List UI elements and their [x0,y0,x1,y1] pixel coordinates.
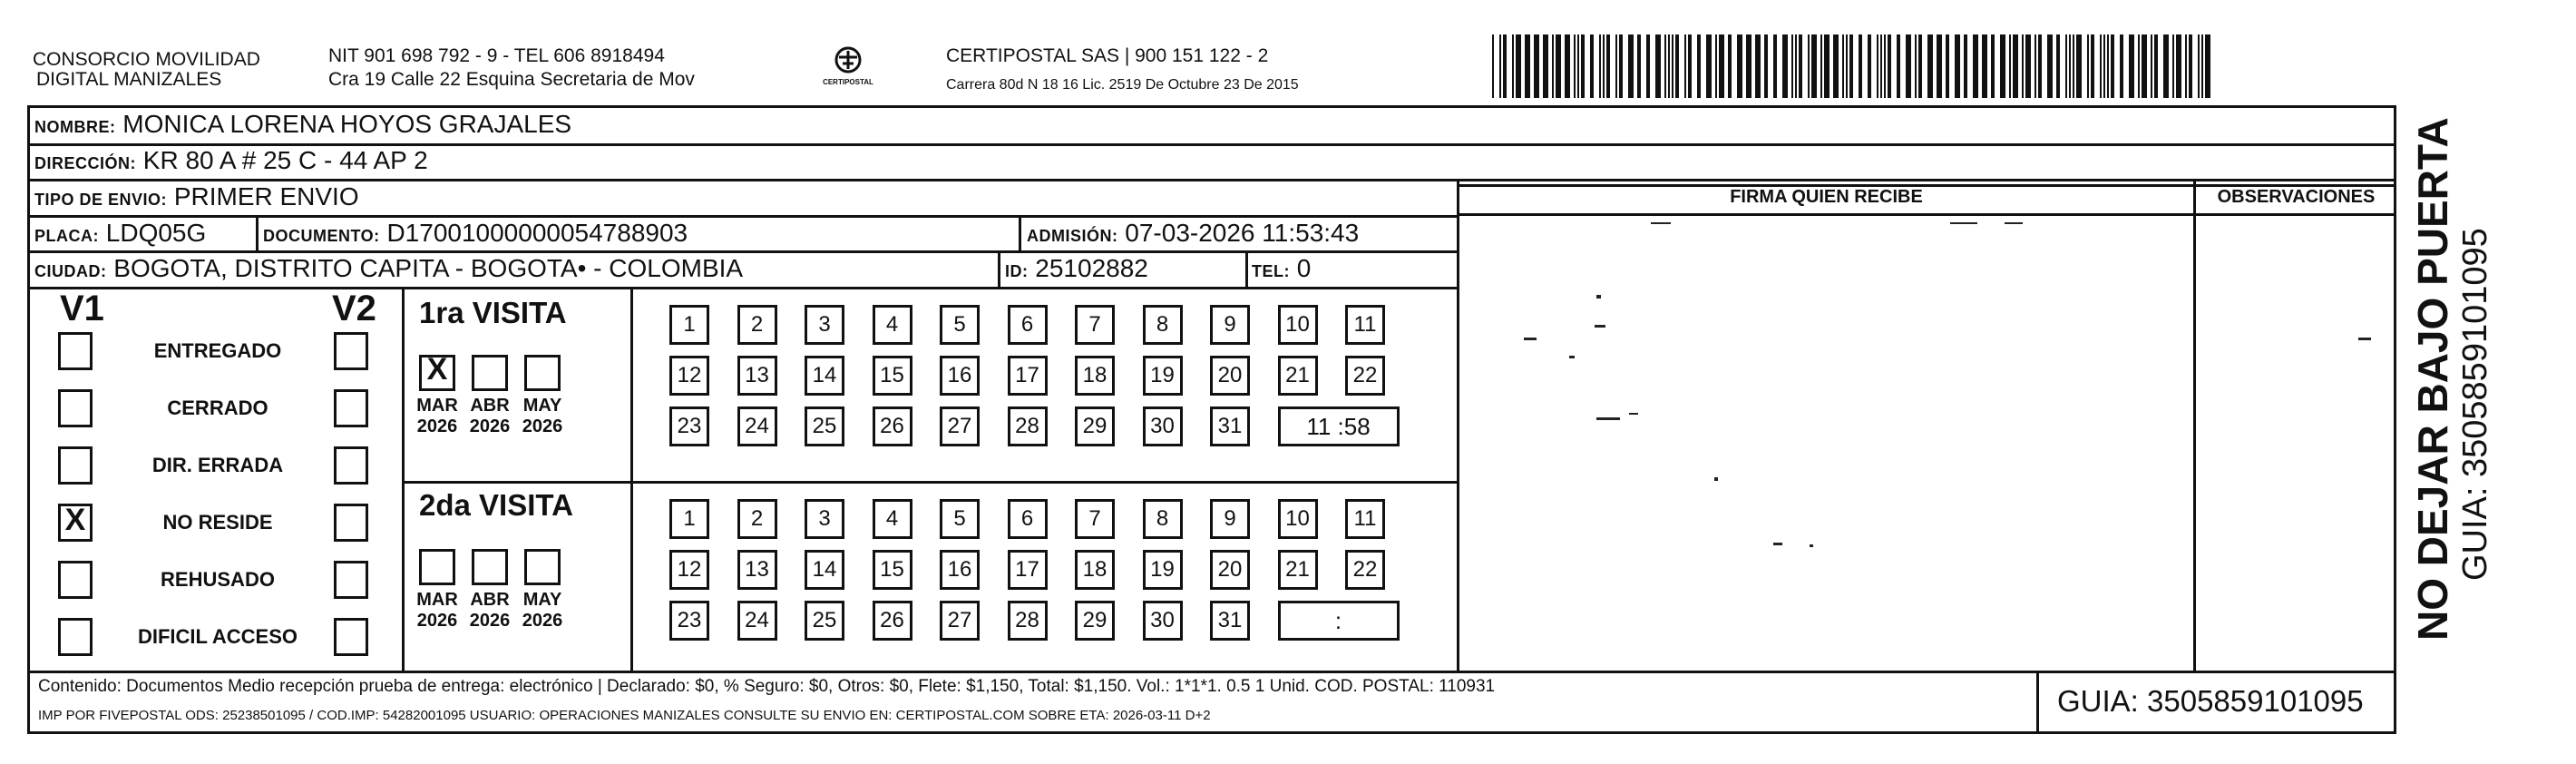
no-under-door-warning: NO DEJAR BAJO PUERTA [2409,117,2456,641]
barcode-bar [2056,34,2060,98]
year-label: 2026 [469,611,511,631]
barcode-bar [1799,34,1802,98]
day-box: 6 [1008,305,1048,345]
barcode-bar [1664,34,1666,98]
day-box: 9 [1210,499,1250,539]
year-label: 2026 [416,416,458,436]
barcode-bar [1897,34,1900,98]
time-box: : [1278,601,1400,641]
barcode-bar [1746,34,1751,98]
v2-label: V2 [332,289,376,328]
barcode-bar [1795,34,1797,98]
barcode-bar [1646,34,1650,98]
day-box: 16 [940,356,980,396]
barcode-bar [1808,34,1810,98]
barcode-bar [2120,34,2123,98]
day-box: 15 [873,356,912,396]
day-box: 10 [1278,499,1318,539]
month-check-mark: X [426,352,448,387]
barcode-bar [1525,34,1530,98]
v1-check-mark: X [64,503,86,537]
v2-checkbox [334,561,368,599]
day-box: 11 [1345,305,1385,345]
barcode-bar [2009,34,2011,98]
company-name-line2: DIGITAL MANIZALES [36,69,222,90]
barcode-bar [1552,34,1554,98]
barcode-bar [1773,34,1777,98]
day-box: 28 [1008,406,1048,446]
day-box: 21 [1278,550,1318,590]
barcode-bar [1581,34,1585,98]
side-guide-number: GUIA: 3505859101095 [2456,228,2494,581]
day-box: 8 [1143,499,1183,539]
day-box: 25 [805,601,844,641]
second-visit-title: 2da VISITA [419,488,573,522]
day-box: 19 [1143,550,1183,590]
barcode-bar [2103,34,2105,98]
day-box: 13 [737,550,777,590]
barcode-bar [2172,34,2174,98]
year-label: 2026 [416,611,458,631]
v1-checkbox [58,446,93,485]
city-field [34,253,743,287]
barcode-bar [2205,34,2210,98]
barcode-bar [1955,34,1960,98]
day-box: 25 [805,406,844,446]
barcode-bar [1728,34,1732,98]
day-box: 3 [805,499,844,539]
barcode-bar [2198,34,2200,98]
barcode-bar [1964,34,1967,98]
year-label: 2026 [522,416,563,436]
footer-contents: Contenido: Documentos Medio recepción prueba de entrega: electrónico | Declarado: $0, % Seguro: $0, Otros: $0, Flete: $1,150, Total: $1,150. Vol.: 1*1*1. 0.5 1 Unid. COD. POSTAL: 110931 [38,677,1496,696]
address-field [34,145,428,179]
v1-checkbox [58,504,93,542]
day-box: 14 [805,550,844,590]
month-checkbox [472,355,508,391]
reason-label: NO RESIDE [162,511,273,534]
day-box: 1 [669,305,709,345]
barcode-bar [1619,34,1623,98]
barcode-bar [1973,34,1978,98]
day-box: 19 [1143,356,1183,396]
reason-label: CERRADO [167,397,268,419]
month-checkbox [472,549,508,585]
company-address: Cra 19 Calle 22 Esquina Secretaria de Mov [328,69,695,90]
barcode-bar [1503,34,1507,98]
barcode-bar [1565,34,1570,98]
day-box: 9 [1210,305,1250,345]
barcode-bar [2176,34,2181,98]
day-box: 2 [737,499,777,539]
barcode-bar [1637,34,1641,98]
name-field [34,109,571,142]
company-nit: NIT 901 698 792 - 9 - TEL 606 8918494 [328,45,665,66]
day-box: 17 [1008,550,1048,590]
barcode-bar [1684,34,1686,98]
barcode-bar [2142,34,2147,98]
barcode-bar [2201,34,2203,98]
v1-checkbox [58,618,93,656]
barcode-bar [1668,34,1670,98]
barcode-bar [1811,34,1817,98]
barcode-bar [1880,34,1882,98]
logo-text: CERTIPOSTAL [823,78,873,86]
barcode-bar [1915,34,1917,98]
day-box: 27 [940,406,980,446]
barcode-bar [2034,34,2036,98]
day-box: 13 [737,356,777,396]
barcode-bar [1675,34,1679,98]
certipostal-logo [821,42,875,98]
recipient-name: MONICA LORENA HOYOS GRAJALES [122,110,572,138]
plate-value: LDQ05G [105,219,207,247]
month-checkbox [524,549,561,585]
v1-checkbox [58,561,93,599]
day-box: 12 [669,550,709,590]
day-box: 1 [669,499,709,539]
barcode-bar [1888,34,1891,98]
barcode-bar [1615,34,1617,98]
tel-value: 0 [1296,254,1312,282]
day-box: 24 [737,601,777,641]
barcode-bar [2069,34,2071,98]
barcode-bar [2129,34,2134,98]
day-box: 27 [940,601,980,641]
certipostal-logo-icon [821,42,875,98]
plate-field [34,218,206,251]
v1-checkbox [58,332,93,370]
day-box: 20 [1210,356,1250,396]
day-box: 4 [873,305,912,345]
signature-column-header: FIRMA QUIEN RECIBE [1730,187,1923,207]
day-box: 6 [1008,499,1048,539]
barcode-bar [1906,34,1911,98]
barcode-bar [2154,34,2158,98]
barcode-bar [1672,34,1673,98]
barcode-bar [1884,34,1886,98]
barcode-bar [2076,34,2082,98]
day-box: 20 [1210,550,1250,590]
day-box: 30 [1143,601,1183,641]
barcode-bar [1946,34,1949,98]
barcode-bar [1764,34,1768,98]
barcode-bar [1918,34,1922,98]
barcode-bar [1842,34,1844,98]
send-type-value: PRIMER ENVIO [173,182,359,211]
day-box: 7 [1075,499,1115,539]
day-box: 15 [873,550,912,590]
barcode-bar [1655,34,1661,98]
barcode-bar [1782,34,1788,98]
day-box: 23 [669,406,709,446]
day-box: 12 [669,356,709,396]
year-label: 2026 [469,416,511,436]
v2-checkbox [334,332,368,370]
barcode-bar [1706,34,1712,98]
barcode-bar [2091,34,2094,98]
day-box: 3 [805,305,844,345]
plate-label: PLACA: [34,227,99,245]
barcode-bar [1991,34,1995,98]
day-box: 24 [737,406,777,446]
barcode-bar [1927,34,1933,98]
footer-guide-number: GUIA: 3505859101095 [2057,684,2364,718]
day-box: 7 [1075,305,1115,345]
month-checkbox [524,355,561,391]
barcode-bar [2100,34,2102,98]
reason-label: DIFICIL ACCESO [137,625,298,648]
courier-license: Carrera 80d N 18 16 Lic. 2519 De Octubre 23 De 2015 [946,77,1299,93]
barcode-bar [1937,34,1942,98]
month-label: MAY [522,396,562,416]
day-box: 26 [873,601,912,641]
barcode-bar [2189,34,2192,98]
time-box: 11 :58 [1278,406,1400,446]
barcode-bar [1516,34,1521,98]
tel-label: TEL: [1252,262,1290,280]
day-box: 2 [737,305,777,345]
v1-label: V1 [60,289,104,328]
reason-label: ENTREGADO [153,339,282,362]
day-box: 17 [1008,356,1048,396]
barcode-bar [1492,34,1494,98]
barcode-bar [2025,34,2031,98]
barcode-bar [1849,34,1853,98]
barcode-bar [2107,34,2109,98]
barcode-bar [1824,34,1830,98]
day-box: 14 [805,356,844,396]
barcode-bar [2138,34,2140,98]
v2-checkbox [334,504,368,542]
barcode-bar [1820,34,1822,98]
month-label: MAY [522,590,562,610]
barcode-bar [1628,34,1634,98]
reason-label: DIR. ERRADA [151,454,284,476]
admission-label: ADMISIÓN: [1027,227,1118,245]
barcode-bar [1577,34,1579,98]
day-box: 4 [873,499,912,539]
document-value: D17001000000054788903 [386,219,688,247]
barcode-bar [1833,34,1839,98]
barcode-bar [2111,34,2114,98]
tel-field [1252,253,1311,287]
barcode-bar [1556,34,1561,98]
month-label: MAR [416,590,458,610]
v2-checkbox [334,389,368,427]
admission-value: 07-03-2026 11:53:43 [1125,219,1360,247]
day-box: 31 [1210,601,1250,641]
barcode-bar [2163,34,2169,98]
reason-label: REHUSADO [161,568,275,591]
barcode-bar [1590,34,1594,98]
barcode-bar [2000,34,2005,98]
day-box: 5 [940,499,980,539]
barcode-bar [1603,34,1605,98]
barcode-bar [1534,34,1539,98]
document-label: DOCUMENTO: [263,227,380,245]
footer-print-info: IMP POR FIVEPOSTAL ODS: 25238501095 / COD.IMP: 54282001095 USUARIO: OPERACIONES MANIZALES CONSULTE SU ENVIO EN: CERTIPOSTAL.COM SOBRE ETA: 2026-03-11 D+2 [38,708,1211,723]
document-field [263,218,688,251]
barcode-bar [1715,34,1717,98]
barcode-bar [1859,34,1862,98]
day-box: 18 [1075,550,1115,590]
barcode-bar [2013,34,2018,98]
barcode-bar [1512,34,1514,98]
barcode-bar [1688,34,1692,98]
day-box: 22 [1345,356,1385,396]
barcode-bar [1877,34,1878,98]
barcode-bar [1982,34,1987,98]
id-label: ID: [1005,262,1029,280]
day-box: 22 [1345,550,1385,590]
year-label: 2026 [522,611,563,631]
barcode-bar [2047,34,2053,98]
barcode-bar [1499,34,1501,98]
courier-name: CERTIPOSTAL SAS | 900 151 122 - 2 [946,45,1269,66]
id-field [1005,253,1148,287]
admission-field [1027,218,1359,251]
day-box: 28 [1008,601,1048,641]
month-label: ABR [470,396,510,416]
send-type-field [34,181,359,215]
barcode-bar [2022,34,2024,98]
barcode-bar [2087,34,2089,98]
city-label: CIUDAD: [34,262,107,280]
observations-column-header: OBSERVACIONES [2217,187,2376,207]
month-label: ABR [470,590,510,610]
month-checkbox [419,549,455,585]
barcode-bar [1719,34,1724,98]
barcode [1492,34,2218,100]
month-checkbox [419,352,455,391]
barcode-bar [1606,34,1610,98]
barcode-bar [2038,34,2042,98]
barcode-bar [1868,34,1871,98]
day-box: 31 [1210,406,1250,446]
recipient-address: KR 80 A # 25 C - 44 AP 2 [142,146,428,174]
day-box: 29 [1075,406,1115,446]
barcode-bar [1599,34,1601,98]
id-value: 25102882 [1035,254,1148,282]
day-box: 5 [940,305,980,345]
barcode-bar [1846,34,1848,98]
send-type-label: TIPO DE ENVIO: [34,191,168,209]
barcode-bar [1791,34,1793,98]
month-label: MAR [416,396,458,416]
name-label: NOMBRE: [34,118,116,136]
barcode-bar [1697,34,1701,98]
barcode-bar [1543,34,1548,98]
day-box: 21 [1278,356,1318,396]
day-box: 23 [669,601,709,641]
v2-checkbox [334,618,368,656]
company-name-line1: CONSORCIO MOVILIDAD [33,49,260,70]
v1-checkbox [58,389,93,427]
barcode-bar [2185,34,2187,98]
day-box: 10 [1278,305,1318,345]
barcode-bar [2073,34,2074,98]
barcode-bar [1574,34,1576,98]
day-box: 11 [1345,499,1385,539]
barcode-bar [2151,34,2152,98]
barcode-bar [2065,34,2067,98]
first-visit-title: 1ra VISITA [419,296,567,329]
day-box: 29 [1075,601,1115,641]
city-value: BOGOTA, DISTRITO CAPITA - BOGOTA• - COLOMBIA [113,254,744,282]
day-box: 16 [940,550,980,590]
day-box: 8 [1143,305,1183,345]
v2-checkbox [334,446,368,485]
barcode-bar [1737,34,1742,98]
day-box: 26 [873,406,912,446]
barcode-bar [1755,34,1761,98]
day-box: 18 [1075,356,1115,396]
day-box: 30 [1143,406,1183,446]
address-label: DIRECCIÓN: [34,154,136,172]
